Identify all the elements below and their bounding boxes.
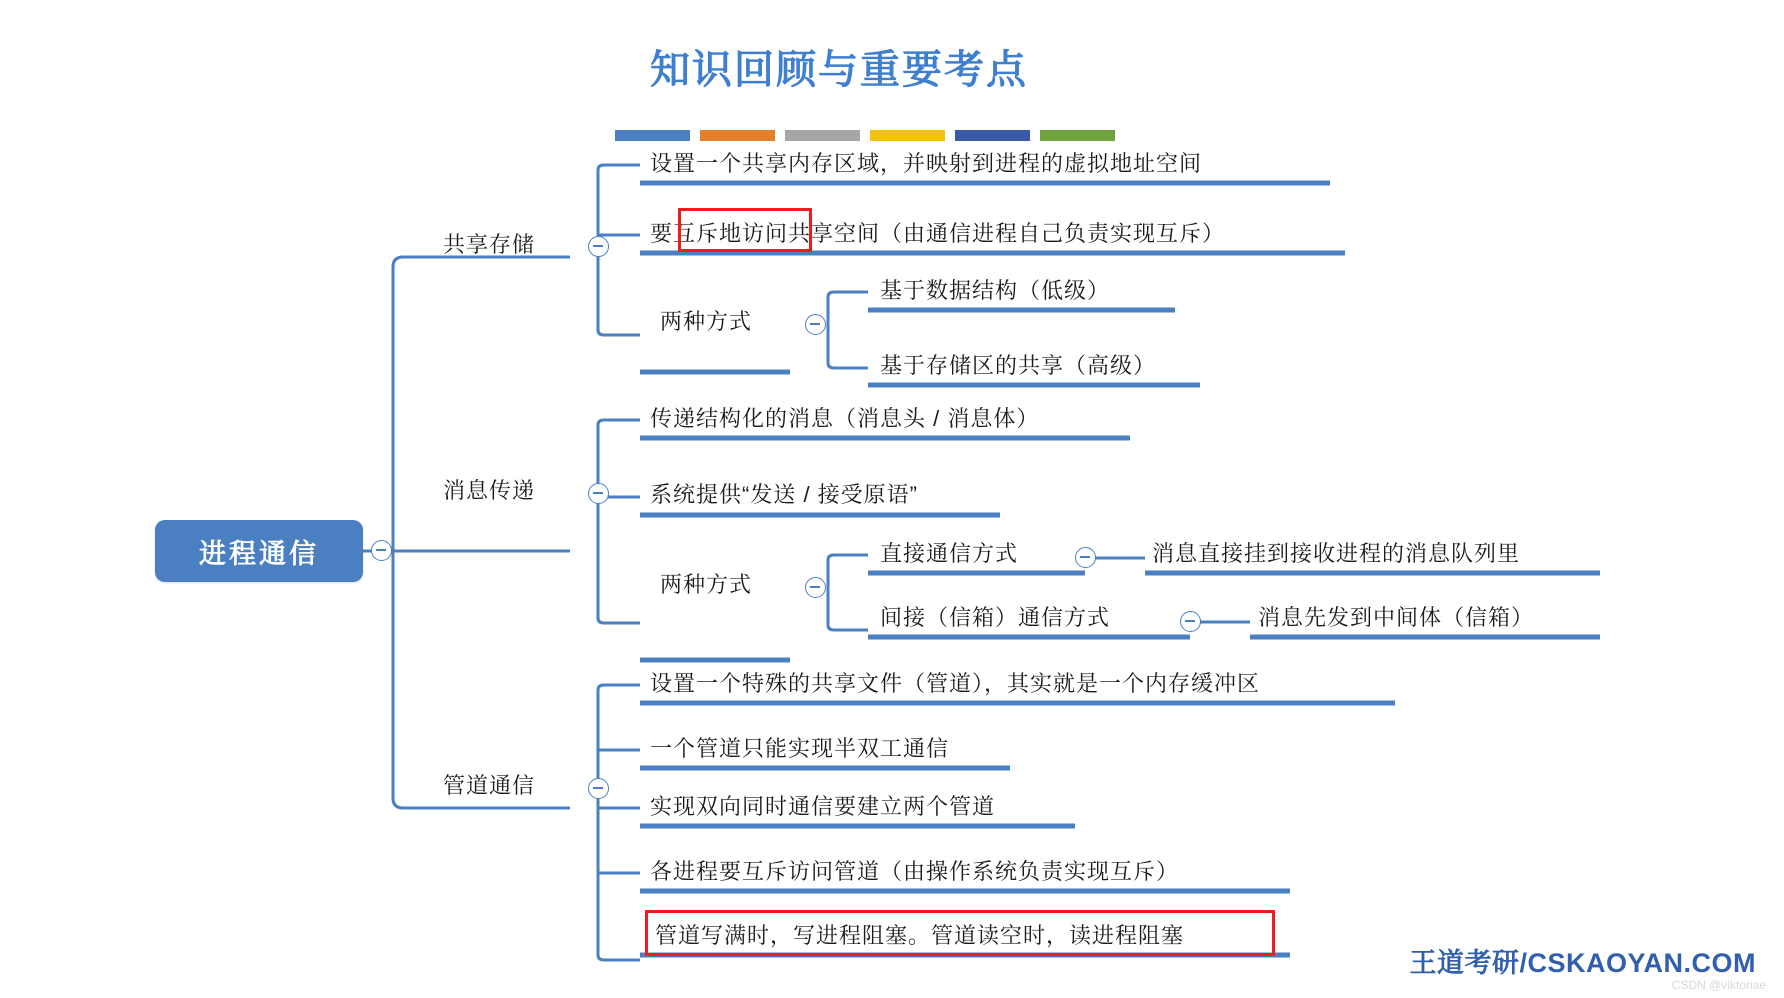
- branch-label-pipe-communication[interactable]: 管道通信: [443, 773, 536, 798]
- color-bar-3: [785, 130, 860, 141]
- highlight-box-pipe-block: [645, 910, 1275, 956]
- leaf-two-methods-shared-2[interactable]: 基于存储区的共享（高级）: [880, 353, 1157, 378]
- root-node[interactable]: [155, 520, 363, 582]
- watermark: 王道考研/CSKAOYAN.COM: [1409, 948, 1756, 978]
- leaf-two-methods-shared-1[interactable]: 基于数据结构（低级）: [880, 278, 1111, 303]
- page-title: 知识回顾与重要考点: [650, 48, 1028, 92]
- sub-collapse-two-methods-shared[interactable]: [805, 314, 826, 335]
- color-bar-2: [700, 130, 775, 141]
- leaf-direct-communication[interactable]: 直接通信方式: [880, 541, 1019, 566]
- leaf-direct-communication-detail[interactable]: 消息直接挂到接收进程的消息队列里: [1152, 541, 1521, 566]
- branch-collapse-message-passing[interactable]: [588, 483, 609, 504]
- leaf-pipe-5[interactable]: 管道写满时，写进程阻塞。管道读空时，读进程阻塞: [655, 923, 1185, 948]
- faint-watermark: CSDN @viktoriae: [1671, 978, 1766, 992]
- leaf-indirect-communication-detail[interactable]: 消息先发到中间体（信箱）: [1258, 605, 1535, 630]
- branch-label-shared-storage[interactable]: 共享存储: [443, 232, 536, 257]
- branch-collapse-shared-storage[interactable]: [588, 236, 609, 257]
- collapse-direct-communication[interactable]: [1075, 547, 1096, 568]
- leaf-pipe-1[interactable]: 设置一个特殊的共享文件（管道），其实就是一个内存缓冲区: [650, 671, 1261, 696]
- leaf-message-passing-2[interactable]: 系统提供“发送 / 接受原语”: [650, 482, 918, 507]
- leaf-pipe-4[interactable]: 各进程要互斥访问管道（由操作系统负责实现互斥）: [650, 859, 1180, 884]
- color-bar-5: [955, 130, 1030, 141]
- leaf-shared-storage-1[interactable]: 设置一个共享内存区域，并映射到进程的虚拟地址空间: [650, 151, 1203, 176]
- leaf-indirect-communication[interactable]: 间接（信箱）通信方式: [880, 605, 1111, 630]
- highlight-box-mutual-exclusion: [678, 208, 812, 252]
- leaf-pipe-2[interactable]: 一个管道只能实现半双工通信: [650, 736, 950, 761]
- color-bar-4: [870, 130, 945, 141]
- leaf-shared-storage-2[interactable]: 要互斥地访问共享空间（由通信进程自己负责实现互斥）: [650, 221, 1226, 246]
- color-bar-1: [615, 130, 690, 141]
- sub-collapse-two-methods-message[interactable]: [805, 577, 826, 598]
- sub-branch-two-methods-shared[interactable]: 两种方式: [660, 309, 753, 334]
- root-node-label: 进程通信: [199, 538, 319, 569]
- branch-collapse-pipe-communication[interactable]: [588, 778, 609, 799]
- color-bar-6: [1040, 130, 1115, 141]
- root-collapse-button[interactable]: [371, 540, 392, 561]
- collapse-indirect-communication[interactable]: [1180, 611, 1201, 632]
- leaf-message-passing-1[interactable]: 传递结构化的消息（消息头 / 消息体）: [650, 406, 1040, 431]
- branch-label-message-passing[interactable]: 消息传递: [443, 478, 536, 503]
- sub-branch-two-methods-message[interactable]: 两种方式: [660, 572, 753, 597]
- leaf-pipe-3[interactable]: 实现双向同时通信要建立两个管道: [650, 794, 996, 819]
